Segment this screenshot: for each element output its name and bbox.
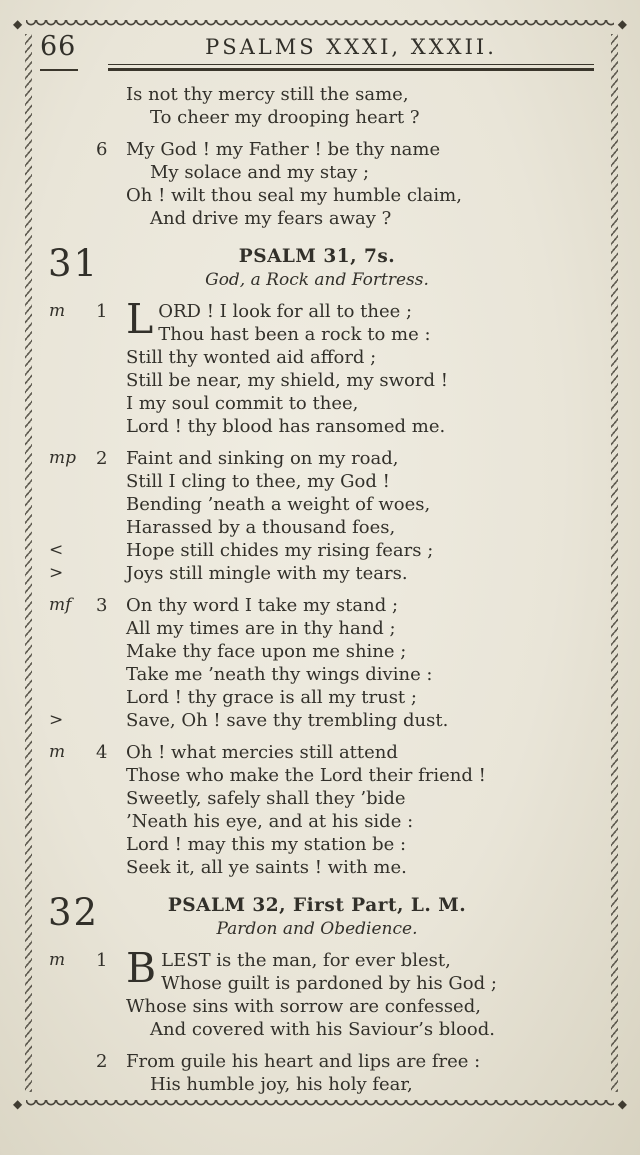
stanza (40, 138, 594, 230)
running-title-block (108, 35, 594, 71)
verse-line-text: Save, Oh ! save thy trembling dust. (126, 710, 449, 731)
psalm-number: 32 (48, 891, 100, 934)
drop-cap: B (126, 944, 157, 992)
poem-line (40, 106, 594, 129)
poem-line (40, 1050, 594, 1073)
verse-line-text: Still I cling to thee, my God ! (126, 471, 390, 492)
verse-line-text: To cheer my drooping heart ? (150, 107, 420, 128)
verse-line-text: All my times are in thy hand ; (126, 618, 396, 639)
page-number-block (40, 32, 108, 71)
verse-line-text: Bending ’neath a weight of woes, (126, 494, 431, 515)
verse-number: 4 (96, 742, 108, 763)
poem-line (40, 741, 594, 764)
verse-number: 1 (96, 950, 108, 971)
poem-line (40, 493, 594, 516)
verse-line-text: ’Neath his eye, and at his side : (126, 811, 414, 832)
verse-line-text: Lord ! thy grace is all my trust ; (126, 687, 417, 708)
psalm-number: 31 (48, 242, 100, 285)
dynamic-mark: m (49, 950, 66, 970)
poem-line (40, 415, 594, 438)
verse-line-text: On thy word I take my stand ; (126, 595, 399, 616)
poem-line (40, 1073, 594, 1096)
verse-line-text: Make thy face upon me shine ; (126, 641, 407, 662)
stanza (40, 447, 594, 585)
stanza (40, 594, 594, 732)
running-title: PSALMS XXXI, XXXII. (205, 35, 497, 59)
psalm-title: PSALM 32, First Part, L. M. (167, 895, 467, 916)
decrescendo-mark: > (49, 563, 64, 583)
header-rule (108, 64, 594, 71)
corner-diamond-icon: ◆ (13, 17, 23, 31)
verse-line-text: Whose guilt is pardoned by his God ; (161, 973, 497, 994)
poem-line (40, 594, 594, 617)
page-number-rule (40, 69, 78, 71)
psalm-subtitle: Pardon and Obedience. (216, 919, 418, 939)
verse-line-text: My God ! my Father ! be thy name (126, 139, 441, 160)
poem-line (40, 833, 594, 856)
stanza (40, 295, 594, 438)
verse-line-text: LEST is the man, for ever blest, (161, 950, 451, 971)
stanza (40, 741, 594, 879)
psalm-heading (40, 891, 594, 940)
verse-line-text: Oh ! wilt thou seal my humble claim, (126, 185, 462, 206)
poem-line (40, 787, 594, 810)
poem-line (40, 295, 594, 346)
poem-line (40, 83, 594, 106)
poem-line (40, 764, 594, 787)
poem-line (40, 161, 594, 184)
psalm-heading (40, 242, 594, 291)
verse-line-text: My solace and my stay ; (150, 162, 370, 183)
dynamic-mark: mp (49, 448, 77, 468)
verse-line-text: Still thy wonted aid afford ; (126, 347, 377, 368)
poem-line (40, 640, 594, 663)
verse-line-text: Thou hast been a rock to me : (158, 324, 431, 345)
poem-line (40, 470, 594, 493)
poem-line (40, 856, 594, 879)
poem-line (40, 944, 594, 995)
verse-line-text: Still be near, my shield, my sword ! (126, 370, 448, 391)
corner-diamond-icon: ◆ (617, 17, 627, 31)
corner-diamond-icon: ◆ (13, 1097, 23, 1111)
poem-line (40, 392, 594, 415)
dynamic-mark: m (49, 301, 66, 321)
verse-line-text: Oh ! what mercies still attend (126, 742, 398, 763)
verse-line-text: And covered with his Saviour’s blood. (150, 1019, 495, 1040)
psalm-31-section (40, 242, 594, 879)
verse-line-text: Lord ! may this my station be : (126, 834, 407, 855)
poem-line (40, 810, 594, 833)
verse-line-text: Harassed by a thousand foes, (126, 517, 396, 538)
verse-line-text: Seek it, all ye saints ! with me. (126, 857, 407, 878)
psalm-title: PSALM 31, 7s. (238, 246, 396, 267)
verse-line-text: And drive my fears away ? (150, 208, 392, 229)
verse-line-text: Take me ’neath thy wings divine : (126, 664, 433, 685)
poem-line (40, 369, 594, 392)
poem-line (40, 562, 594, 585)
crescendo-mark: < (49, 540, 64, 560)
poem-line (40, 447, 594, 470)
psalm-subtitle: God, a Rock and Fortress. (205, 270, 429, 290)
dynamic-mark: mf (49, 595, 72, 615)
poem-line (40, 995, 594, 1018)
verse-line-text: From guile his heart and lips are free : (126, 1051, 481, 1072)
poem-line (40, 617, 594, 640)
poem-line (40, 539, 594, 562)
verse-line-text: Hope still chides my rising fears ; (126, 540, 434, 561)
decrescendo-mark: > (49, 710, 64, 730)
verse-line-text: Is not thy mercy still the same, (126, 84, 409, 105)
poem-line (40, 516, 594, 539)
verse-number: 2 (96, 1051, 108, 1072)
verse-line-text: I my soul commit to thee, (126, 393, 359, 414)
verse-number: 3 (96, 595, 108, 616)
stanza (40, 83, 594, 129)
verse-number: 6 (96, 139, 108, 160)
verse-line-text: Whose sins with sorrow are confessed, (126, 996, 481, 1017)
corner-diamond-icon: ◆ (617, 1097, 627, 1111)
verse-line-text: Faint and sinking on my road, (126, 448, 399, 469)
psalm-32-section (40, 891, 594, 1096)
verse-line-text: Those who make the Lord their friend ! (126, 765, 486, 786)
poem-line (40, 184, 594, 207)
stanza (40, 944, 594, 1041)
poem-line (40, 1018, 594, 1041)
bottom-border-ornament (13, 1096, 627, 1112)
verse-number: 2 (96, 448, 108, 469)
verse-line-text (126, 944, 594, 995)
verse-line-text: ORD ! I look for all to thee ; (158, 301, 413, 322)
verse-number: 1 (96, 301, 108, 322)
previous-psalm-continuation (40, 83, 594, 230)
page-number: 66 (40, 31, 77, 62)
verse-line-text (126, 295, 594, 346)
poem-line (40, 686, 594, 709)
stanza (40, 1050, 594, 1096)
verse-line-text: Lord ! thy blood has ransomed me. (126, 416, 446, 437)
verse-line-text: Sweetly, safely shall they ’bide (126, 788, 406, 809)
drop-cap: L (126, 295, 154, 343)
verse-line-text: His humble joy, his holy fear, (150, 1074, 413, 1095)
poem-line (40, 709, 594, 732)
dynamic-mark: m (49, 742, 66, 762)
verse-line-text: Joys still mingle with my tears. (126, 563, 408, 584)
poem-line (40, 663, 594, 686)
poem-line (40, 346, 594, 369)
page-header (40, 32, 594, 71)
poem-line (40, 207, 594, 230)
poem-line (40, 138, 594, 161)
wavy-rule (26, 1100, 614, 1109)
